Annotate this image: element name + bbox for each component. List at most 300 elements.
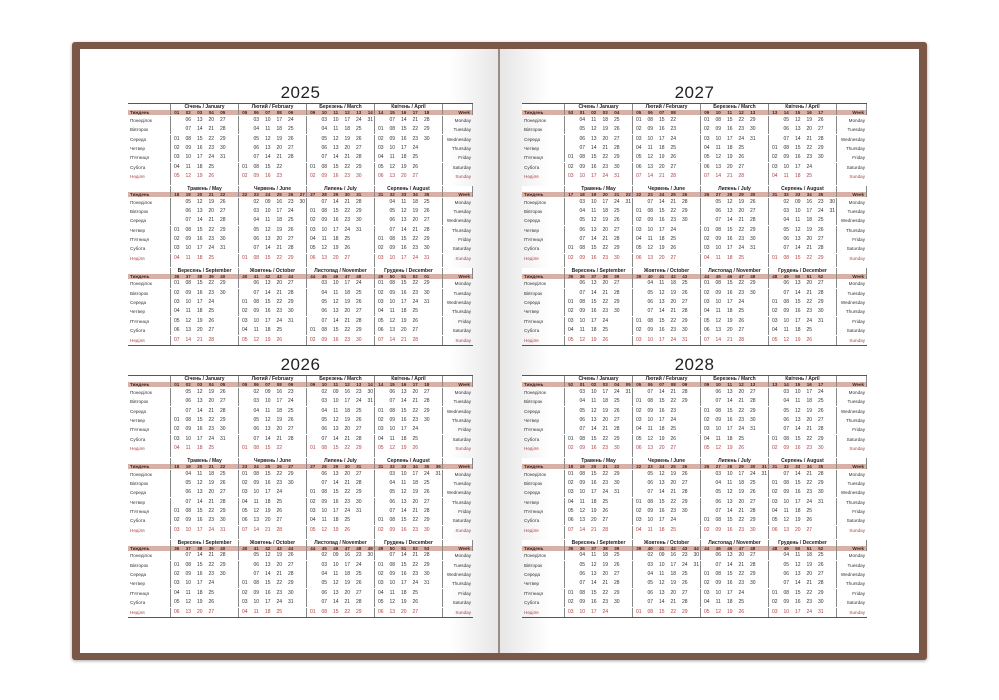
day-name-en: Friday — [852, 590, 865, 596]
day-number: 09 — [332, 552, 339, 559]
day-row — [701, 298, 769, 307]
day-number: 22 — [276, 470, 283, 477]
week-label-en: Week — [443, 110, 473, 115]
week-number: 13 — [772, 382, 778, 388]
day-number: 10 — [264, 116, 271, 123]
day-row — [375, 207, 443, 216]
day-number: 28 — [749, 398, 756, 405]
day-number: 01 — [173, 280, 180, 287]
week-label-en: Week — [837, 274, 867, 279]
day-number: 08 — [715, 517, 722, 524]
day-number: 06 — [635, 445, 642, 451]
day-number: 10 — [715, 426, 722, 433]
day-name-en: Friday — [458, 237, 471, 242]
week-number: 30 — [750, 192, 756, 198]
month-name: Жовтень / October — [633, 540, 701, 546]
day-number: 06 — [389, 498, 396, 505]
week-number: 27 — [715, 192, 721, 198]
day-number: 18 — [806, 552, 813, 559]
day-number: 13 — [590, 416, 597, 423]
day-name-ua: Неділя — [522, 526, 565, 535]
day-number: 06 — [389, 217, 396, 224]
day-name-en: Sunday — [849, 174, 865, 179]
day-name-ua: Понеділок — [128, 279, 171, 288]
day-number: 12 — [715, 445, 722, 451]
day-number: 20 — [400, 608, 407, 615]
day-row — [769, 516, 837, 525]
day-number: 13 — [400, 217, 407, 224]
week-numbers — [239, 464, 307, 469]
day-number: 22 — [344, 327, 351, 334]
day-number: 02 — [567, 599, 574, 606]
day-number: 01 — [635, 608, 642, 615]
day-number: 31 — [219, 526, 226, 533]
day-number: 12 — [389, 317, 396, 324]
day-number: 23 — [344, 217, 351, 224]
day-row — [307, 416, 375, 425]
day-number: 16 — [794, 599, 801, 606]
day-number: 13 — [321, 254, 328, 261]
day-number: 25 — [412, 154, 419, 161]
day-number: 08 — [321, 489, 328, 496]
day-number: 18 — [276, 217, 283, 224]
header-spacer — [443, 186, 473, 192]
day-number: 24 — [208, 154, 215, 161]
day-number: 16 — [196, 144, 203, 151]
day-number: 12 — [658, 580, 665, 587]
day-number: 08 — [783, 299, 790, 306]
day-name-ua: Понеділок — [128, 551, 171, 560]
day-row — [375, 435, 443, 444]
day-number: 24 — [276, 489, 283, 496]
day-row — [239, 416, 307, 425]
day-number: 20 — [264, 517, 271, 524]
day-number: 27 — [681, 589, 688, 596]
day-row — [769, 589, 837, 598]
day-number: 05 — [783, 226, 790, 233]
day-number: 14 — [658, 308, 665, 315]
day-number: 05 — [241, 508, 248, 514]
month-name: Червень / June — [633, 186, 701, 192]
day-number: 28 — [613, 580, 620, 587]
day-number: 26 — [344, 526, 351, 533]
day-number: 25 — [423, 198, 430, 205]
day-number: 07 — [253, 435, 260, 442]
day-name-ua: П'ятниця — [522, 235, 565, 244]
day-row — [769, 397, 837, 406]
day-number: 02 — [173, 426, 180, 433]
day-number: 18 — [794, 508, 801, 514]
day-number: 04 — [173, 589, 180, 596]
day-number: 18 — [658, 144, 665, 151]
day-number: 11 — [591, 207, 597, 214]
day-number: 24 — [412, 426, 419, 433]
day-number: 23 — [670, 327, 677, 334]
day-number: 22 — [208, 416, 215, 423]
day-row — [769, 116, 837, 125]
day-number: 14 — [400, 398, 407, 405]
day-number: 15 — [794, 479, 801, 486]
day-number: 12 — [726, 198, 733, 205]
day-row — [769, 470, 837, 479]
day-row — [307, 407, 375, 416]
day-number: 13 — [794, 416, 801, 423]
day-number: 21 — [806, 289, 813, 296]
day-number: 12 — [400, 489, 407, 496]
day-row — [375, 153, 443, 162]
day-number: 16 — [196, 236, 203, 242]
day-number: 22 — [806, 254, 813, 261]
day-number: 30 — [287, 589, 294, 596]
header-spacer — [837, 268, 867, 274]
day-number: 31 — [219, 245, 226, 252]
day-number: 20 — [208, 207, 215, 214]
day-number: 25 — [287, 217, 294, 224]
day-number: 07 — [173, 336, 180, 343]
day-number: 04 — [309, 517, 316, 524]
day-number: 28 — [749, 561, 756, 568]
day-number: 19 — [276, 226, 283, 233]
year-title: 2028 — [674, 355, 715, 374]
day-number: 02 — [703, 289, 710, 296]
day-number: 23 — [344, 173, 351, 179]
day-number: 18 — [670, 571, 677, 578]
day-number: 12 — [321, 526, 328, 533]
day-number: 02 — [567, 163, 574, 170]
day-number: 12 — [715, 154, 722, 161]
day-number: 01 — [377, 126, 384, 133]
day-number: 13 — [332, 426, 339, 433]
month-name: Серпень / August — [769, 186, 837, 192]
day-row — [307, 226, 375, 235]
day-number: 20 — [738, 207, 745, 214]
day-row — [171, 589, 239, 598]
day-number: 16 — [590, 479, 597, 486]
day-row — [565, 153, 633, 162]
day-number: 01 — [635, 207, 642, 214]
day-number: 17 — [590, 489, 597, 496]
week-number: 28 — [727, 464, 733, 470]
day-number: 01 — [771, 144, 778, 151]
day-number: 22 — [670, 116, 677, 123]
day-row — [239, 470, 307, 479]
day-number: 21 — [344, 317, 351, 324]
day-number: 26 — [806, 517, 813, 524]
day-row — [239, 254, 307, 263]
day-number: 11 — [197, 470, 203, 477]
week-number: 51 — [401, 545, 407, 551]
day-number: 21 — [208, 217, 215, 224]
day-number: 08 — [579, 299, 586, 306]
day-number: 05 — [377, 317, 384, 324]
day-number: 25 — [806, 508, 813, 514]
week-number: 21 — [208, 464, 214, 470]
day-number: 22 — [412, 126, 419, 133]
day-name-ua: Неділя — [522, 608, 565, 617]
day-row — [769, 317, 837, 326]
day-number: 18 — [276, 126, 283, 133]
day-number: 07 — [715, 561, 722, 568]
day-number: 10 — [185, 526, 192, 533]
day-row — [701, 526, 769, 535]
day-number: 17 — [196, 526, 203, 533]
day-row — [171, 336, 239, 345]
day-number: 30 — [355, 217, 362, 224]
day-name-ua: Неділя — [128, 608, 171, 617]
day-number: 12 — [264, 416, 271, 423]
day-row — [565, 444, 633, 453]
day-number: 01 — [567, 154, 574, 161]
month-name: Травень / May — [565, 186, 633, 192]
week-number: 14 — [378, 382, 384, 388]
day-number: 29 — [287, 470, 294, 477]
day-number: 29 — [749, 280, 756, 287]
day-number: 10 — [783, 163, 790, 170]
day-number: 04 — [703, 308, 710, 315]
day-number: 02 — [321, 388, 328, 395]
day-number: 30 — [423, 135, 430, 142]
day-number: 29 — [681, 207, 688, 214]
day-name-ua: Понеділок — [128, 116, 171, 125]
day-row — [375, 198, 443, 207]
day-row — [171, 407, 239, 416]
day-number: 06 — [703, 327, 710, 334]
day-row — [171, 470, 239, 479]
day-number: 13 — [590, 571, 597, 578]
day-number: 28 — [219, 552, 226, 559]
week-label: Тиждень — [128, 110, 171, 115]
day-number: 23 — [670, 217, 677, 224]
day-row — [565, 244, 633, 253]
day-number: 14 — [726, 508, 733, 514]
day-number: 24 — [355, 280, 362, 287]
day-number: 25 — [355, 126, 362, 133]
day-row — [769, 526, 837, 535]
week-number: 11 — [333, 382, 339, 388]
week-number: 07 — [265, 110, 271, 116]
day-number: 14 — [658, 198, 665, 205]
day-number: 15 — [658, 317, 665, 324]
day-number: 14 — [590, 426, 597, 433]
day-number: 26 — [613, 217, 620, 224]
day-row — [633, 125, 701, 134]
day-row — [565, 279, 633, 288]
day-name-ua: Вівторок — [128, 561, 171, 570]
day-number: 02 — [377, 289, 384, 296]
day-number: 29 — [817, 435, 824, 442]
day-name-ua: Четвер — [128, 579, 171, 588]
day-row — [701, 317, 769, 326]
day-row — [171, 244, 239, 253]
day-number: 16 — [264, 589, 271, 596]
day-row — [565, 561, 633, 570]
day-number: 10 — [185, 435, 192, 442]
day-number: 24 — [602, 608, 609, 615]
day-number: 18 — [602, 207, 609, 214]
week-number: 32 — [783, 464, 789, 470]
day-number: 08 — [579, 435, 586, 442]
day-number: 10 — [715, 135, 722, 142]
day-number: 21 — [400, 336, 407, 343]
day-number: 22 — [738, 571, 745, 578]
day-number: 10 — [264, 398, 271, 405]
day-row — [701, 598, 769, 607]
day-number: 28 — [670, 173, 677, 179]
day-number: 09 — [389, 135, 396, 142]
day-number: 06 — [173, 327, 180, 334]
week-label-en: Week — [837, 110, 867, 115]
day-number: 07 — [185, 126, 192, 133]
day-number: 11 — [333, 289, 339, 296]
day-number: 13 — [196, 116, 203, 123]
day-number: 15 — [726, 226, 733, 233]
week-numbers — [171, 274, 239, 279]
day-number: 03 — [321, 398, 328, 405]
day-row — [769, 598, 837, 607]
day-row — [701, 216, 769, 225]
day-row — [239, 589, 307, 598]
day-number: 17 — [332, 508, 339, 514]
day-number: 31 — [817, 317, 824, 324]
day-number: 13 — [389, 327, 396, 334]
week-number: 03 — [602, 110, 608, 116]
day-number: 13 — [332, 308, 339, 315]
day-number: 28 — [355, 435, 362, 442]
day-name-ua: П'ятниця — [522, 153, 565, 162]
day-number: 12 — [579, 336, 586, 343]
day-number: 09 — [253, 479, 260, 486]
day-number: 07 — [321, 317, 328, 324]
day-number: 02 — [253, 388, 260, 395]
day-name-en: Tuesday — [453, 562, 471, 568]
day-number: 30 — [681, 508, 688, 514]
day-row — [565, 579, 633, 588]
day-number: 19 — [602, 126, 609, 133]
day-number: 21 — [412, 398, 419, 405]
header-spacer — [837, 540, 867, 546]
week-number: 12 — [738, 382, 744, 388]
day-number: 09 — [783, 308, 790, 315]
day-name-ua: Четвер — [522, 498, 565, 507]
day-number: 16 — [400, 289, 407, 296]
day-number: 20 — [276, 561, 283, 568]
day-number: 24 — [738, 589, 745, 596]
day-name-en: Tuesday — [847, 290, 865, 296]
day-row — [171, 425, 239, 434]
day-row — [633, 397, 701, 406]
week-number: 37 — [185, 545, 191, 551]
day-number: 01 — [771, 479, 778, 486]
week-numbers — [701, 274, 769, 279]
day-number: 07 — [389, 508, 396, 514]
day-number: 26 — [208, 599, 215, 606]
day-number: 21 — [602, 236, 609, 242]
day-number: 27 — [423, 498, 430, 505]
day-number: 09 — [647, 327, 654, 334]
week-number: 29 — [738, 192, 744, 198]
day-number: 06 — [715, 388, 722, 395]
week-number: 49 — [367, 545, 373, 551]
day-number: 18 — [670, 280, 677, 287]
day-number: 26 — [412, 445, 419, 451]
day-number: 03 — [703, 426, 710, 433]
week-number: 43 — [682, 545, 688, 551]
day-number: 30 — [613, 445, 620, 451]
week-number: 23 — [242, 464, 248, 470]
day-number: 28 — [681, 599, 688, 606]
day-number: 18 — [602, 398, 609, 405]
day-number: 23 — [208, 289, 215, 296]
week-number: 06 — [253, 110, 259, 116]
day-number: 28 — [681, 388, 688, 395]
day-row — [239, 570, 307, 579]
day-number: 19 — [670, 470, 677, 477]
day-number: 15 — [400, 126, 407, 133]
day-number: 08 — [783, 589, 790, 596]
day-row — [769, 326, 837, 335]
day-number: 21 — [196, 336, 203, 343]
day-name-ua: Четвер — [128, 498, 171, 507]
day-number: 15 — [332, 489, 339, 496]
day-number: 13 — [794, 280, 801, 287]
day-number: 24 — [344, 226, 351, 233]
day-number: 03 — [567, 489, 574, 496]
week-number: 10 — [321, 382, 327, 388]
day-number: 24 — [681, 561, 688, 568]
day-number: 17 — [726, 589, 733, 596]
day-number: 22 — [208, 280, 215, 287]
day-number: 29 — [355, 327, 362, 334]
day-number: 15 — [590, 589, 597, 596]
day-number: 13 — [579, 517, 586, 524]
day-number: 26 — [344, 245, 351, 252]
day-number: 21 — [806, 426, 813, 433]
day-row — [375, 317, 443, 326]
day-number: 17 — [196, 154, 203, 161]
day-number: 05 — [253, 135, 260, 142]
day-number: 31 — [355, 508, 362, 514]
day-row — [701, 153, 769, 162]
day-number: 08 — [783, 254, 790, 261]
day-row — [171, 526, 239, 535]
day-name-en: Monday — [848, 199, 865, 205]
week-number: 11 — [727, 110, 733, 116]
day-number: 19 — [806, 561, 813, 568]
day-number: 25 — [208, 308, 215, 315]
day-number: 08 — [321, 608, 328, 615]
day-number: 18 — [412, 198, 419, 205]
day-number: 24 — [355, 116, 362, 123]
day-number: 16 — [726, 236, 733, 242]
day-number: 08 — [647, 207, 654, 214]
day-number: 28 — [423, 116, 430, 123]
day-number: 12 — [196, 388, 203, 395]
day-number: 15 — [196, 561, 203, 568]
day-number: 06 — [185, 116, 192, 123]
week-number: 20 — [197, 192, 203, 198]
day-number: 18 — [794, 327, 801, 334]
month-name: Січень / January — [171, 376, 239, 382]
day-number: 26 — [412, 317, 419, 324]
day-number: 12 — [321, 245, 328, 252]
day-number: 29 — [219, 135, 226, 142]
day-number: 21 — [344, 479, 351, 486]
day-number: 29 — [355, 445, 362, 451]
day-number: 08 — [253, 254, 260, 261]
day-number: 02 — [241, 308, 248, 315]
day-row — [307, 598, 375, 607]
day-number: 19 — [726, 445, 733, 451]
